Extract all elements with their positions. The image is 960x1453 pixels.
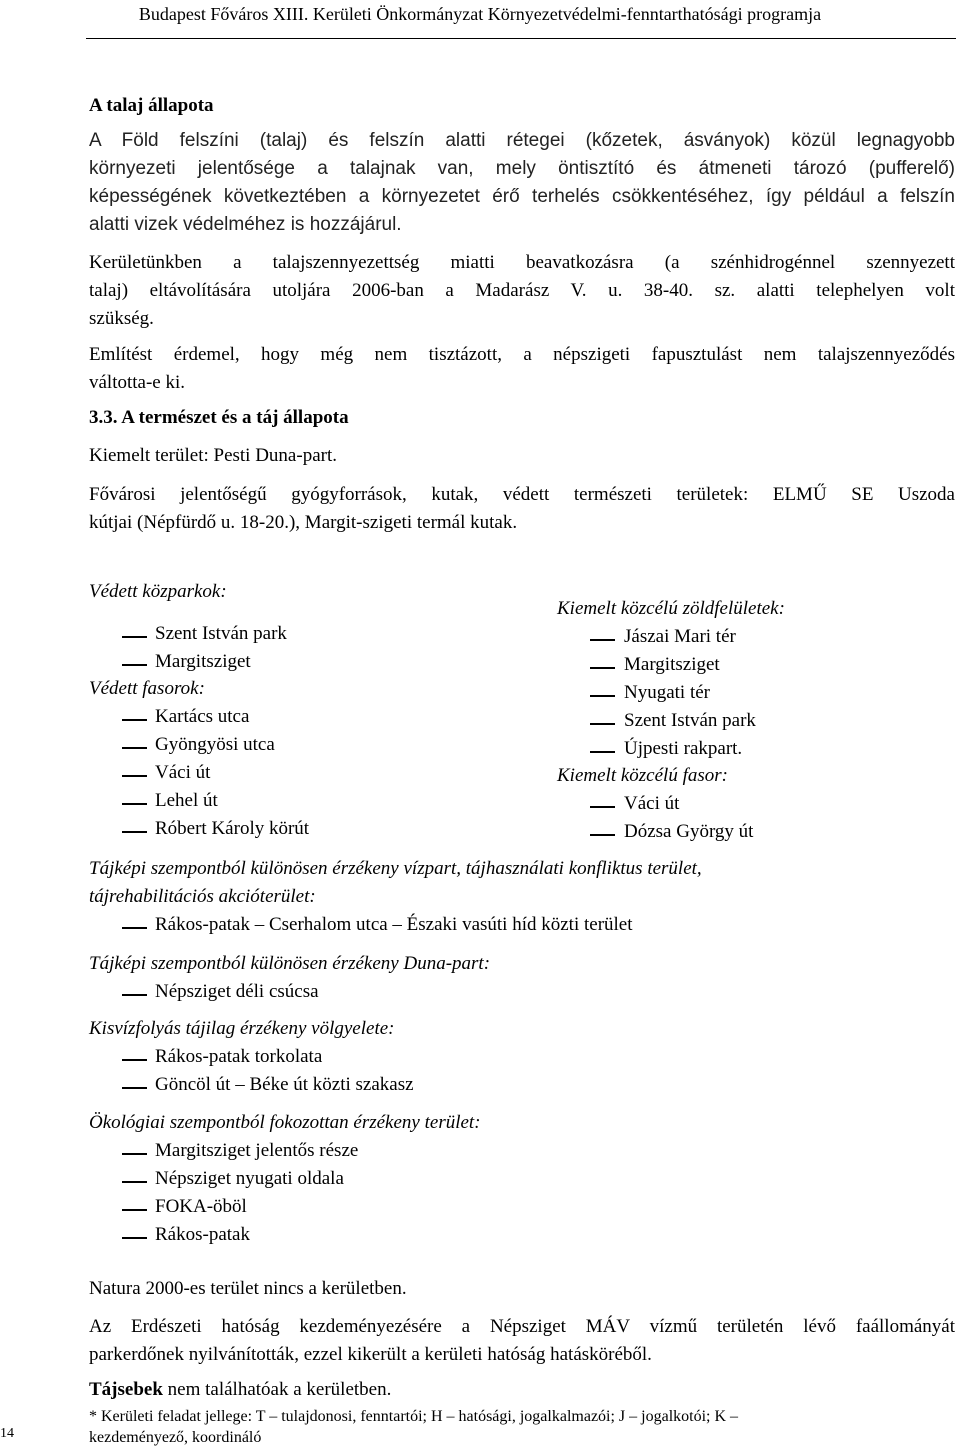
list-item: Lehel út [155,790,218,811]
natura-note: Natura 2000-es terület nincs a kerületben. [89,1278,407,1299]
list-item: Újpesti rakpart. [624,738,743,759]
dash-bullet [122,664,147,666]
header-rule [86,38,956,39]
waterfront-title-cont: tájrehabilitációs akcióterület: [89,886,316,907]
list-item: Jászai Mari tér [624,626,736,647]
soil-paragraph-2 [89,249,955,333]
dash-bullet [590,806,615,808]
dash-bullet [122,831,147,833]
text-line: váltotta-e ki. [89,372,186,393]
dash-bullet [590,695,615,697]
footnote-line-2: kezdeményező, koordináló [89,1429,262,1446]
list-item: Nyugati tér [624,682,711,703]
list-item: Margitsziget [155,651,251,672]
text-line: talaj) eltávolítására utoljára 2006-ban a Madarász V. u. 38-40. sz. alatti telephelyen volt [89,280,955,301]
list-item: Dózsa György út [624,821,754,842]
text-line: képességének következtében a környezetet érő terhelés csökkentéséhez, így például a felszín [89,186,955,207]
dash-bullet [122,1153,147,1155]
dash-bullet [122,1237,147,1239]
list-item: Róbert Károly körút [155,818,310,839]
dash-bullet [122,927,147,929]
dash-bullet [122,1181,147,1183]
dash-bullet [590,639,615,641]
text-line: Említést érdemel, hogy még nem tisztázott, a népszigeti fapusztulást nem talajszennyeződés [89,344,955,365]
soil-paragraph-1 [89,127,955,239]
dash-bullet [122,803,147,805]
list-item: FOKA-öböl [155,1196,247,1217]
text-line: szükség. [89,308,154,329]
dash-bullet [122,1059,147,1061]
section-heading-nature: 3.3. A természet és a táj állapota [89,407,349,428]
highlighted-area: Kiemelt terület: Pesti Duna-part. [89,445,337,466]
list-item: Váci út [155,762,211,783]
text-line: parkerdőnek nyilvánították, ezzel kikerült a kerületi hatóság hatásköréből. [89,1344,652,1365]
text-line: környezeti jelentősége a talajnak van, mely öntisztító és átmeneti tározó (pufferelő) [89,158,955,179]
list-item: Népsziget nyugati oldala [155,1168,344,1189]
text-line: kútjai (Népfürdő u. 18-20.), Margit-szigeti termál kutak. [89,512,518,533]
dash-bullet [122,1087,147,1089]
text-line: Az Erdészeti hatóság kezdeményezésére a Népsziget MÁV vízmű területén lévő faállományát [89,1316,955,1337]
waterfront-title: Tájképi szempontból különösen érzékeny vízpart, tájhasználati konfliktus terület, [89,858,702,879]
landscape-wounds-label: Tájsebek [89,1379,163,1400]
footnote-line-1: * Kerületi feladat jellege: T – tulajdonosi, fenntartói; H – hatósági, jogalkalmazói; J – jogalkotói; K – [89,1408,739,1425]
dash-bullet [122,994,147,996]
list-item: Szent István park [155,623,287,644]
list-item: Rákos-patak [155,1224,250,1245]
text-line: A Föld felszíni (talaj) és felszín alatti rétegei (kőzetek, ásványok) közül legnagyobb [89,130,955,151]
dash-bullet [590,751,615,753]
list-item: Rákos-patak torkolata [155,1046,323,1067]
dash-bullet [122,1209,147,1211]
valley-title: Kisvízfolyás tájilag érzékeny völgyelete: [89,1018,395,1039]
list-item: Váci út [624,793,680,814]
page-number: 14 [0,1426,14,1441]
protected-parks-title: Védett közparkok: [89,581,227,602]
dash-bullet [122,747,147,749]
soil-paragraph-3 [89,341,955,397]
dash-bullet [122,775,147,777]
dash-bullet [590,667,615,669]
capital-significance-paragraph [89,481,955,537]
list-item: Szent István park [624,710,756,731]
page-header: Budapest Főváros XIII. Kerületi Önkormányzat Környezetvédelmi-fenntarthatósági programja [138,4,822,24]
list-item: Gyöngyösi utca [155,734,275,755]
forest-paragraph [89,1313,955,1369]
text-line: Kerületünkben a talajszennyezettség miatti beavatkozásra (a szénhidrogénnel szennyezett [89,252,955,273]
list-item: Margitsziget [624,654,720,675]
dash-bullet [590,834,615,836]
text-line: Fővárosi jelentőségű gyógyforrások, kutak, védett természeti területek: ELMŰ SE Uszoda [89,484,955,505]
list-item: Kartács utca [155,706,250,727]
danube-title: Tájképi szempontból különösen érzékeny Duna-part: [89,953,491,974]
landscape-wounds-note [89,1379,391,1401]
dash-bullet [122,636,147,638]
list-item: Népsziget déli csúcsa [155,981,319,1002]
list-item: Göncöl út – Béke út közti szakasz [155,1074,414,1095]
eco-title: Ökológiai szempontból fokozottan érzékeny terület: [89,1112,481,1133]
landscape-wounds-text: nem találhatóak a kerületben. [162,1379,392,1400]
green-areas-title: Kiemelt közcélú zöldfelületek: [557,598,785,619]
dash-bullet [122,719,147,721]
text-line: alatti vizek védelméhez is hozzájárul. [89,214,402,235]
dash-bullet [590,723,615,725]
section-heading-soil: A talaj állapota [89,95,214,116]
avenue-title: Kiemelt közcélú fasor: [557,765,728,786]
list-item: Rákos-patak – Cserhalom utca – Északi vasúti híd közti terület [155,914,633,935]
list-item: Margitsziget jelentős része [155,1140,359,1161]
protected-rows-title: Védett fasorok: [89,678,205,699]
